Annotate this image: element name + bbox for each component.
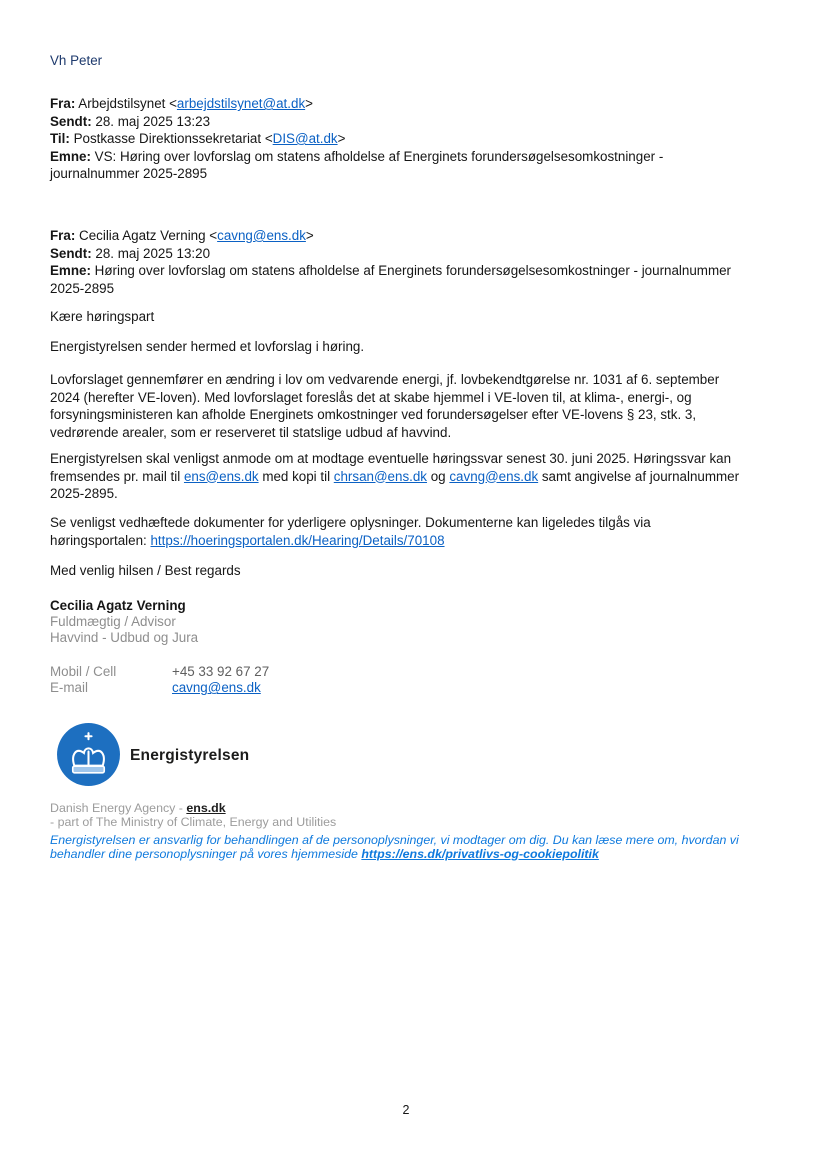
intro-paragraph: Energistyrelsen sender hermed et lovforslag i høring.	[50, 339, 365, 354]
deadline-text: samt angivelse af journalnummer	[538, 468, 740, 484]
sent-value: 28. maj 2025 13:23	[91, 113, 211, 129]
subject-text: Høring over lovforslag om statens afholdelse af Energinets forundersøgelsesomkostninger - journalnummer	[90, 263, 732, 278]
paragraph-law-line: 2024 (herefter VE-loven). Med lovforslaget foreslås det at skabe hjemmel i VE-loven til, at klima-, energi-, og	[50, 389, 692, 405]
paragraph-documents-line	[50, 532, 651, 550]
subject-label: Emne:	[50, 263, 91, 278]
footer-agency-line	[50, 802, 336, 816]
to-close: >	[337, 131, 346, 146]
sent-label: Sendt:	[50, 245, 92, 261]
privacy-line: Energistyrelsen er ansvarlig for behandlingen af de personoplysninger, vi modtager om dig. Du kan læse mere om, hvordan vi	[50, 833, 739, 847]
paragraph-documents-line: Se venligst vedhæftede dokumenter for yderligere oplysninger. Dokumenterne kan ligeledes tilgås via	[50, 515, 651, 530]
paragraph-deadline-line: 2025-2895.	[50, 486, 118, 501]
privacy-text: behandler dine personoplysninger på vores hjemmeside	[50, 846, 362, 861]
from-name: Arbejdstilsynet <	[75, 96, 177, 111]
paragraph-deadline	[50, 450, 739, 503]
from-line	[50, 95, 663, 113]
paragraph-documents	[50, 514, 651, 549]
mobile-row	[50, 664, 269, 680]
mobile-label: Mobil / Cell	[50, 664, 117, 679]
signoff: Med venlig hilsen / Best regards	[50, 563, 241, 578]
subject-text-2: journalnummer 2025-2895	[50, 166, 208, 181]
chrsan-email-link[interactable]: chrsan@ens.dk	[333, 468, 428, 484]
signature-title: Fuldmægtig / Advisor	[50, 614, 176, 629]
subject-line-wrap	[50, 165, 663, 183]
signature-department: Havvind - Udbud og Jura	[50, 630, 199, 646]
greeting: Kære høringspart	[50, 309, 155, 324]
sent-line	[50, 245, 731, 263]
subject-text: VS: Høring over lovforslag om statens afholdelse af Energinets forundersøgelsesomkostninger -	[90, 148, 664, 164]
energistyrelsen-logo	[56, 722, 121, 787]
paragraph-deadline-line: Energistyrelsen skal venligst anmode om at modtage eventuelle høringssvar senest 30. juni 2025. Høringssvar kan	[50, 451, 732, 466]
from-email-link[interactable]: arbejdstilsynet@at.dk	[176, 96, 306, 111]
ens-email-link[interactable]: ens@ens.dk	[183, 468, 259, 484]
signature-name: Cecilia Agatz Verning	[50, 598, 186, 613]
paragraph-law	[50, 371, 719, 441]
from-email-link[interactable]: cavng@ens.dk	[217, 228, 306, 243]
paragraph-law-line: vedrørende arealer, som er reserveret til statslige udbud af havvind.	[50, 424, 452, 440]
from-line	[50, 227, 731, 245]
paragraph-law-line: Lovforslaget gennemfører en ændring i lov om vedvarende energi, jf. lovbekendtgørelse nr. 1031 af 6. september	[50, 372, 720, 387]
from-label: Fra:	[50, 96, 76, 111]
to-label: Til:	[50, 131, 70, 146]
privacy-line	[50, 848, 739, 862]
mobile-value: +45 33 92 67 27	[172, 664, 270, 679]
paragraph-deadline-line	[50, 468, 739, 486]
signature-email-link[interactable]: cavng@ens.dk	[172, 680, 261, 696]
from-close: >	[305, 96, 313, 111]
page-number: 2	[402, 1103, 410, 1117]
subject-label: Emne:	[50, 148, 91, 164]
signature-block	[50, 597, 198, 647]
to-name: Postkasse Direktionssekretariat <	[69, 131, 273, 146]
subject-line	[50, 148, 663, 166]
from-close: >	[305, 228, 314, 243]
paragraph-law-line: forsyningsministeren kan afholde Energinets omkostninger ved forundersøgelser efter VE-lovens § 23, stk. 3,	[50, 407, 697, 422]
to-line	[50, 130, 663, 148]
to-email-link[interactable]: DIS@at.dk	[272, 131, 338, 146]
privacy-note	[50, 834, 739, 862]
agency-text: Danish Energy Agency -	[50, 801, 187, 815]
ens-dk-link[interactable]: ens.dk	[186, 801, 226, 815]
original-header	[50, 227, 731, 297]
footer-ministry-line: - part of The Ministry of Climate, Energy and Utilities	[50, 814, 337, 829]
sent-value: 28. maj 2025 13:20	[91, 245, 211, 261]
subject-text-2: 2025-2895	[50, 280, 115, 296]
deadline-text: med kopi til	[258, 468, 334, 484]
cavng-email-link[interactable]: cavng@ens.dk	[449, 468, 539, 484]
sent-line	[50, 113, 663, 131]
from-label: Fra:	[50, 228, 76, 243]
subject-line-wrap	[50, 280, 731, 298]
hearing-portal-link[interactable]: https://hoeringsportalen.dk/Hearing/Details/70108	[150, 532, 445, 548]
forward-header	[50, 95, 663, 183]
privacy-policy-link[interactable]: https://ens.dk/privatlivs-og-cookiepolitik	[361, 846, 599, 861]
deadline-text: og	[427, 468, 450, 484]
sent-label: Sendt:	[50, 113, 92, 129]
contact-block	[50, 664, 269, 696]
footer-agency	[50, 802, 336, 829]
email-row	[50, 680, 269, 696]
from-name: Cecilia Agatz Verning <	[75, 228, 218, 243]
documents-text: høringsportalen:	[50, 532, 151, 548]
subject-line	[50, 262, 731, 280]
deadline-text: fremsendes pr. mail til	[50, 468, 184, 484]
reply-note: Vh Peter	[50, 53, 103, 68]
org-name: Energistyrelsen	[130, 747, 250, 764]
email-label: E-mail	[50, 680, 88, 696]
